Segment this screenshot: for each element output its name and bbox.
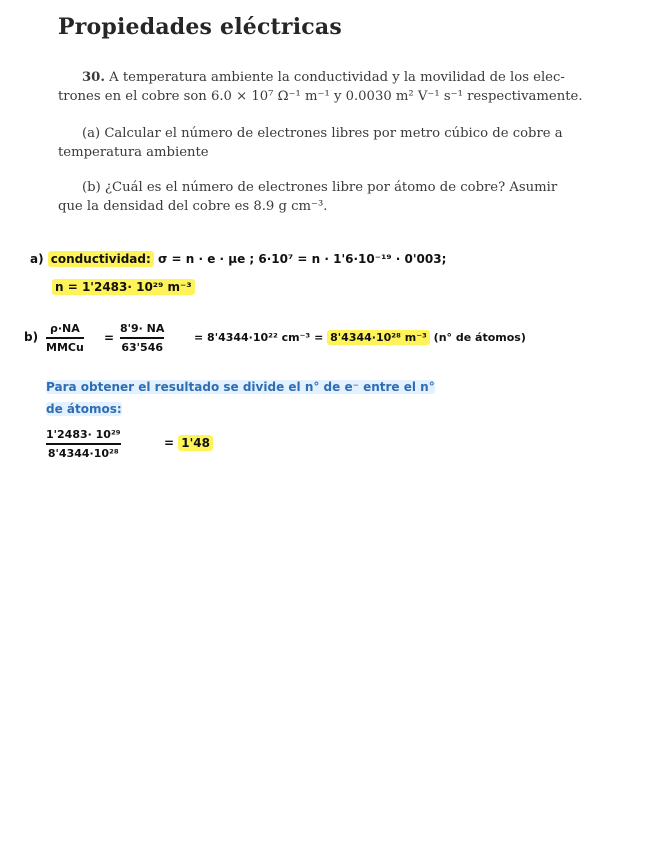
- answer-b-middle-text: = 8'4344·10²² cm⁻³ =: [194, 331, 324, 344]
- fraction-values: [120, 322, 164, 354]
- fraction-bar: [46, 337, 84, 339]
- answer-b-middle: [194, 331, 526, 344]
- answer-a-result: [52, 280, 195, 294]
- part-b-line-2: que la densidad del cobre es 8.9 g cm⁻³.: [58, 199, 328, 214]
- frac2-numerator: 8'9· NA: [120, 322, 165, 335]
- final-denominator: 8'4344·10²⁸: [47, 447, 119, 460]
- statement-line-2: trones en el cobre son 6.0 × 10⁷ Ω⁻¹ m⁻¹ y 0.0030 m² V⁻¹ s⁻¹ respectivamente.: [58, 89, 583, 104]
- explanation: [46, 376, 435, 420]
- answer-b-note: (n° de átomos): [433, 331, 526, 344]
- answer-a-formula: σ = n · e · μe ; 6·10⁷ = n · 1'6·10⁻¹⁹ · 0'003;: [157, 252, 447, 266]
- frac2-denominator: 63'546: [121, 341, 164, 354]
- fraction-bar: [120, 337, 164, 339]
- conductividad-label: conductividad:: [48, 251, 154, 267]
- frac1-numerator: ρ·NA: [50, 322, 80, 335]
- final-result: = 1'48: [164, 436, 213, 450]
- answer-b-label: b): [24, 330, 39, 344]
- fraction-density-na: [46, 322, 84, 354]
- final-fraction: [46, 428, 121, 460]
- answer-a-line: [30, 252, 446, 266]
- explanation-line-1: Para obtener el resultado se divide el n° de e⁻ entre el n°: [46, 380, 435, 394]
- part-b-line-1: (b) ¿Cuál es el número de electrones libre por átomo de cobre? Asumir: [82, 180, 558, 195]
- part-a-statement: [58, 124, 588, 162]
- final-numerator: 1'2483· 10²⁹: [46, 428, 121, 441]
- problem-number: 30.: [82, 70, 105, 85]
- problem-statement: [58, 68, 588, 106]
- final-result-highlight: 1'48: [178, 435, 213, 451]
- answer-a-result-highlight: n = 1'2483· 10²⁹ m⁻³: [52, 279, 195, 295]
- page-title: Propiedades eléctricas: [58, 14, 342, 40]
- frac1-denominator: MMCu: [46, 341, 84, 354]
- part-b-statement: [58, 178, 588, 216]
- explanation-line-2: de átomos:: [46, 402, 122, 416]
- statement-line-1: A temperatura ambiente la conductividad y la movilidad de los elec-: [109, 70, 565, 85]
- equals-sign: =: [104, 331, 115, 345]
- answer-b-highlight: 8'4344·10²⁸ m⁻³: [327, 330, 430, 345]
- part-a-line-1: (a) Calcular el número de electrones libres por metro cúbico de cobre a: [82, 126, 563, 141]
- part-a-line-2: temperatura ambiente: [58, 145, 209, 160]
- answer-a-label: a): [30, 252, 44, 266]
- fraction-bar: [46, 443, 121, 445]
